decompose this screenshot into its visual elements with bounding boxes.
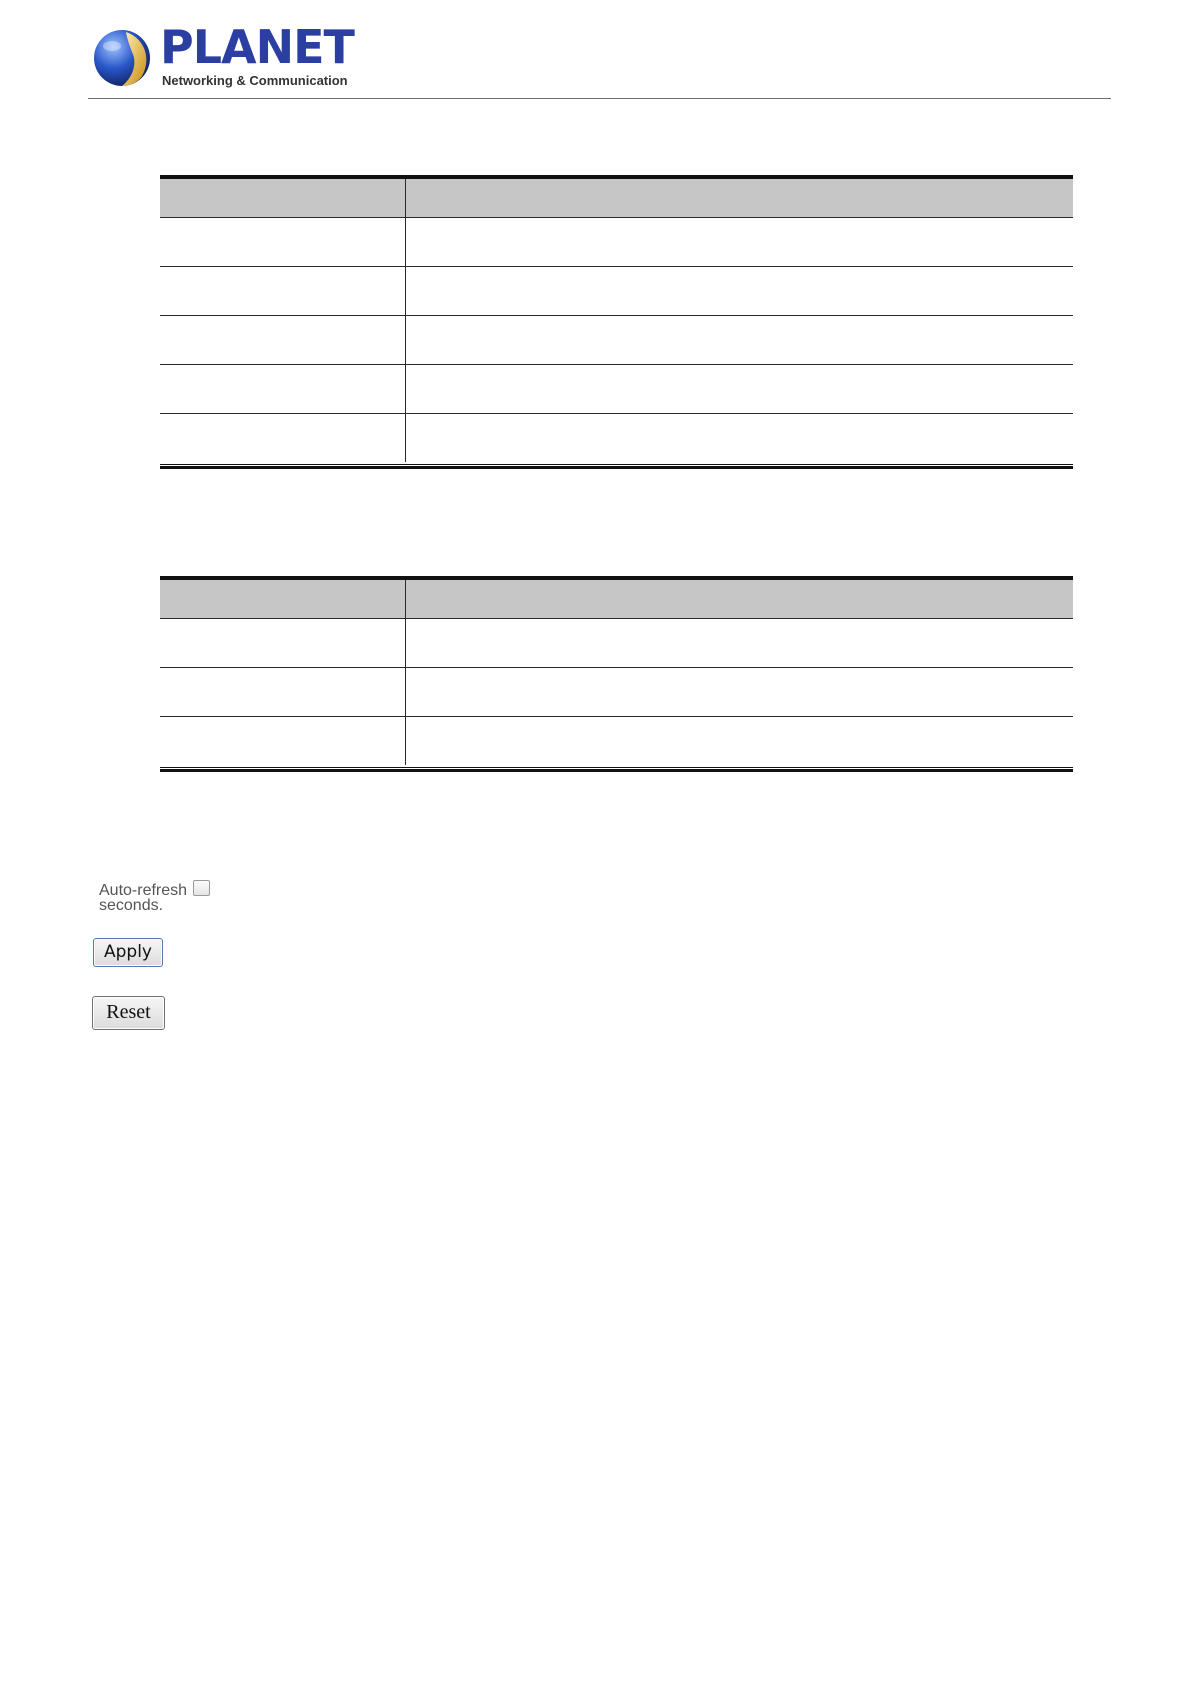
table-bottom-rule: [160, 466, 1073, 469]
auto-refresh-checkbox[interactable]: [193, 880, 210, 896]
table-cell: [160, 414, 406, 462]
table-header-cell: [406, 580, 1073, 618]
auto-refresh-label: Auto-refresh: [99, 882, 188, 899]
table-header-row: [160, 579, 1073, 619]
table-bottom-rule: [160, 769, 1073, 772]
table-cell: [160, 668, 406, 716]
table-header-row: [160, 178, 1073, 218]
table-bottom-rule: [160, 767, 1073, 768]
table-header-cell: [160, 179, 406, 217]
table-cell: [406, 717, 1073, 765]
table-row: [160, 316, 1073, 365]
table-cell: [160, 316, 406, 364]
table-cell: [160, 218, 406, 266]
header-divider: [88, 98, 1111, 99]
brand-name: PLANET: [160, 20, 354, 74]
reset-button[interactable]: Reset: [92, 996, 165, 1030]
apply-button[interactable]: Apply: [93, 938, 163, 967]
globe-icon: [92, 28, 152, 88]
table-row: [160, 668, 1073, 717]
table-row: [160, 218, 1073, 267]
table-cell: [160, 717, 406, 765]
table-cell: [406, 218, 1073, 266]
brand-tagline: Networking & Communication: [162, 73, 348, 88]
table-cell: [160, 365, 406, 413]
table-row: [160, 365, 1073, 414]
table-cell: [160, 267, 406, 315]
table-row: [160, 619, 1073, 668]
table-cell: [406, 316, 1073, 364]
table-row: [160, 267, 1073, 316]
planet-logo: [92, 20, 354, 90]
seconds-label: seconds.: [99, 897, 164, 914]
table-cell: [406, 414, 1073, 462]
table-cell: [406, 267, 1073, 315]
table-cell: [406, 668, 1073, 716]
table-row: [160, 717, 1073, 765]
table-row: [160, 414, 1073, 462]
table-cell: [406, 619, 1073, 667]
table-bottom-rule: [160, 464, 1073, 465]
table-header-cell: [406, 179, 1073, 217]
table-cell: [160, 619, 406, 667]
parameter-table-2: [160, 576, 1073, 772]
table-cell: [406, 365, 1073, 413]
parameter-table-1: [160, 175, 1073, 469]
table-header-cell: [160, 580, 406, 618]
